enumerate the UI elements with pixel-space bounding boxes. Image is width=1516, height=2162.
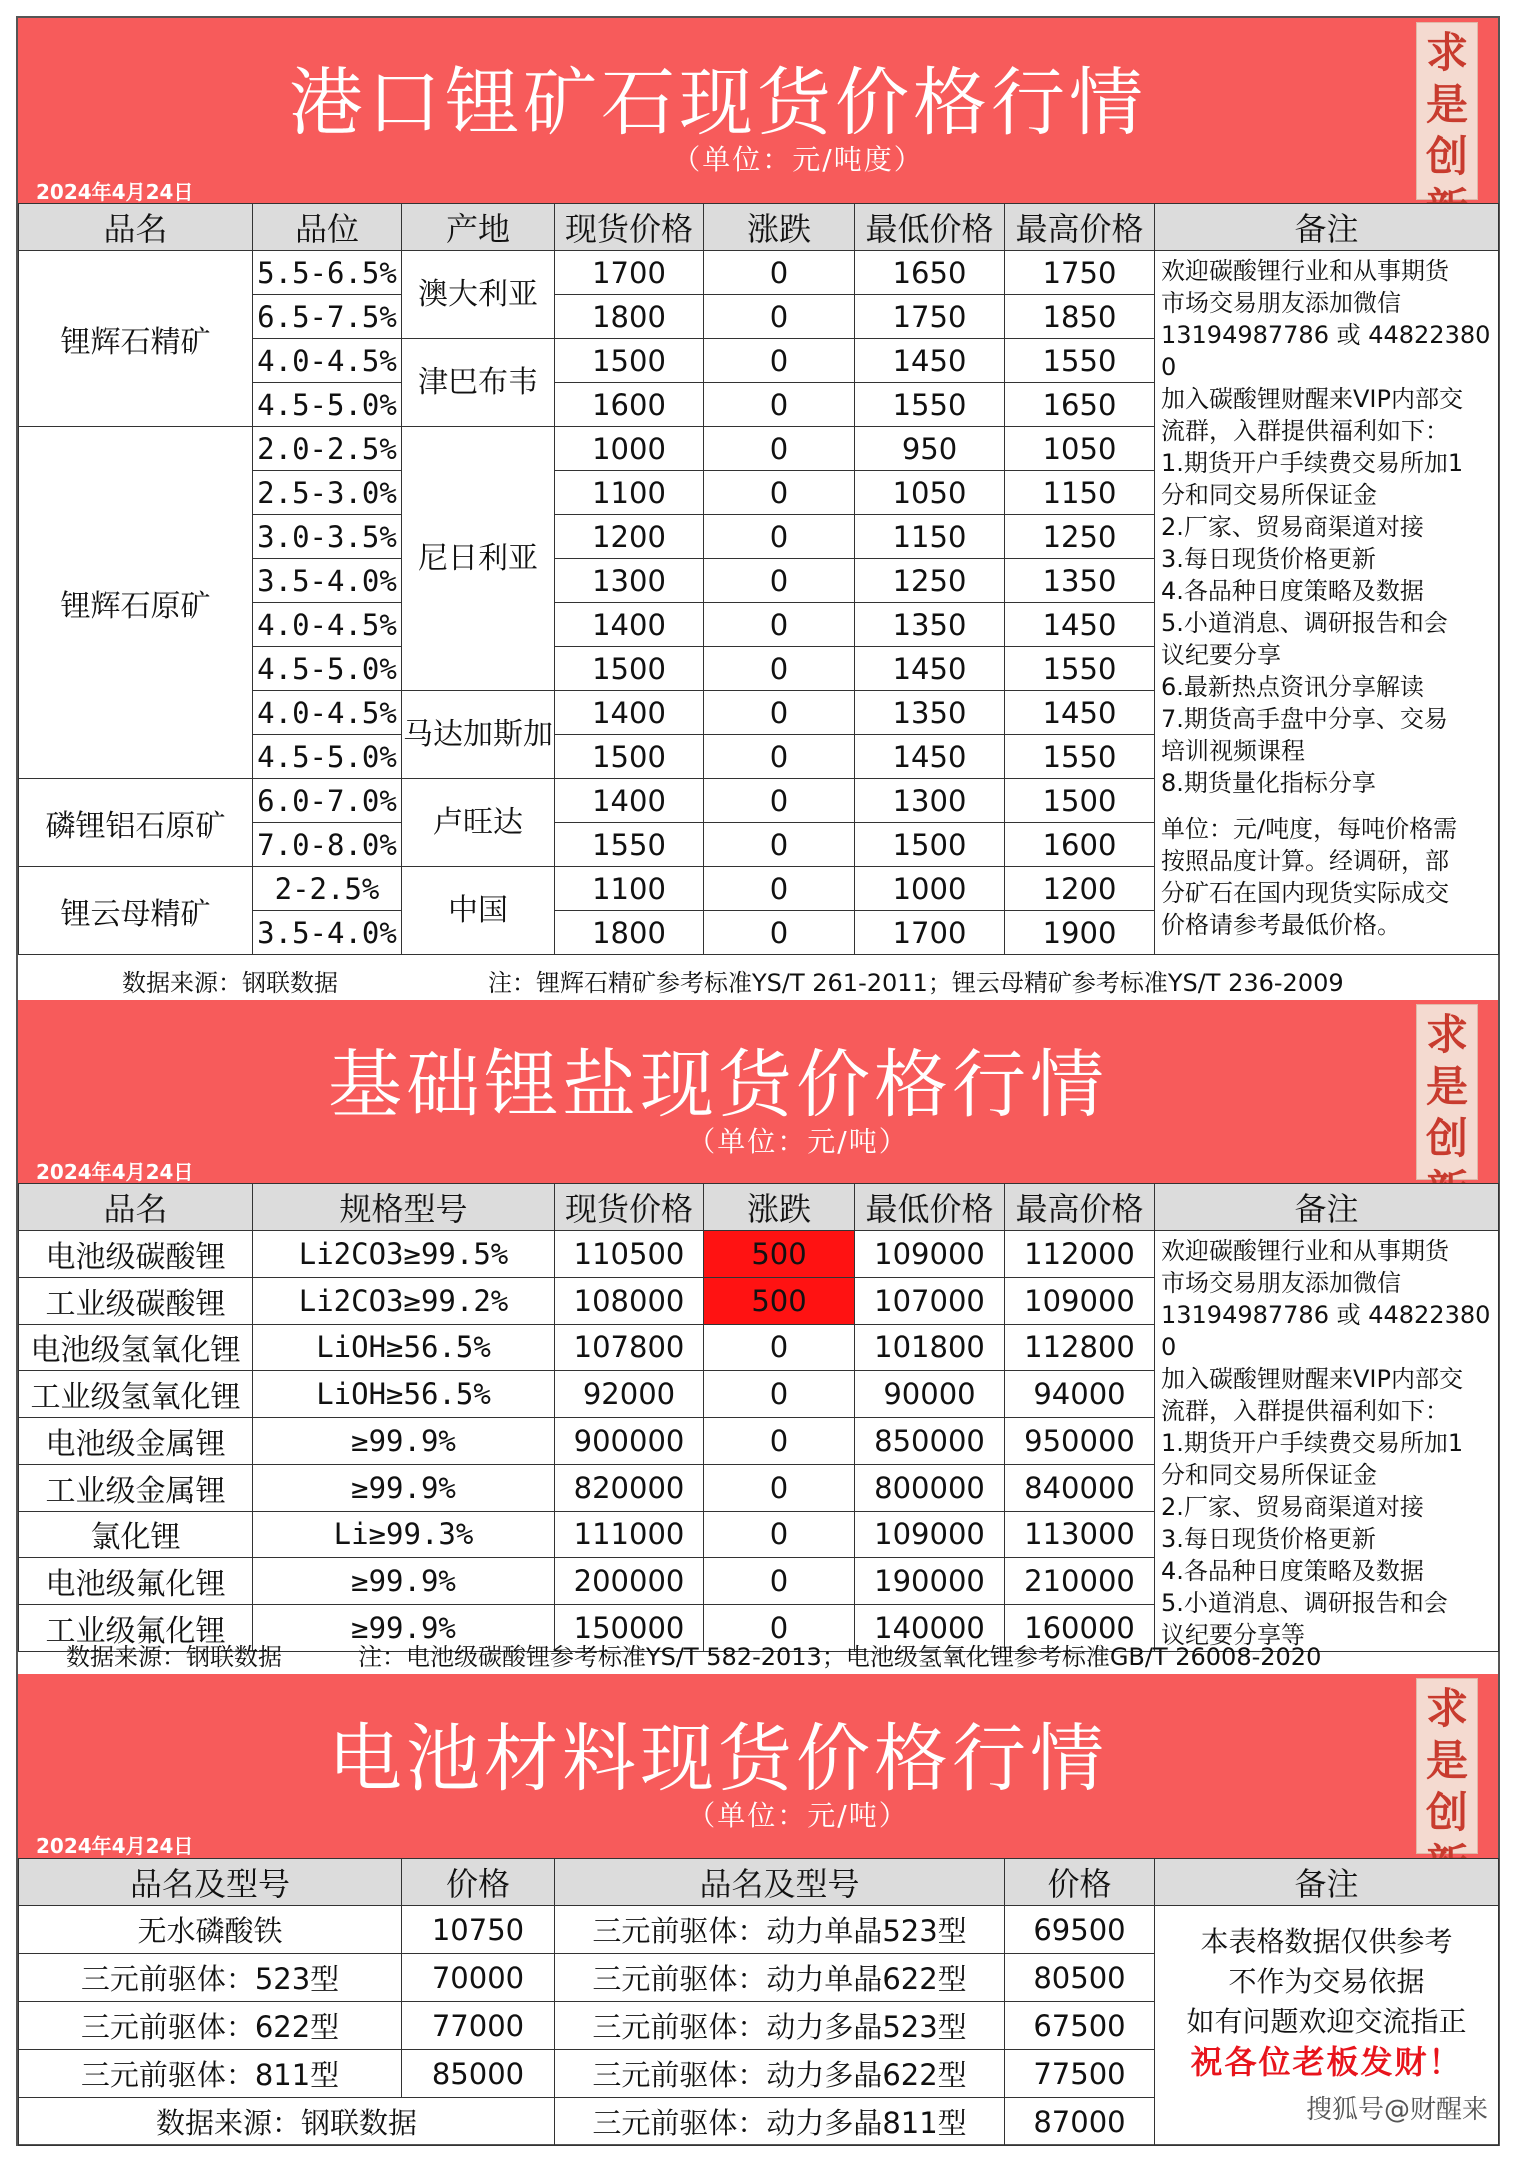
spec-cell: LiOH≥56.5% bbox=[253, 1371, 555, 1418]
remark-line: 欢迎碳酸锂行业和从事期货 bbox=[1161, 257, 1449, 285]
col-header: 最高价格 bbox=[1005, 1184, 1155, 1231]
unit-remark-line: 分矿石在国内现货实际成交 bbox=[1161, 879, 1449, 907]
spec-cell: Li≥99.3% bbox=[253, 1511, 555, 1558]
remark-line: 6.最新热点资讯分享解读 bbox=[1161, 673, 1424, 701]
high-price-cell: 1350 bbox=[1005, 559, 1155, 603]
data-source: 数据来源：钢联数据 bbox=[122, 969, 338, 997]
col-header: 价格 bbox=[1005, 1859, 1155, 1906]
change-up-cell: 500 bbox=[704, 1277, 855, 1324]
col-header: 品位 bbox=[253, 204, 402, 251]
high-price-cell: 113000 bbox=[1005, 1511, 1155, 1558]
seal-stamp: 求 是 创 bbox=[1416, 1678, 1478, 1854]
grade-cell: 3.0-3.5% bbox=[253, 515, 402, 559]
low-price-cell: 1700 bbox=[855, 911, 1005, 955]
col-header: 涨跌 bbox=[704, 204, 855, 251]
product-name: 工业级碳酸锂 bbox=[19, 1277, 253, 1324]
remark-line: 流群，入群提供福利如下： bbox=[1161, 417, 1449, 445]
remark-line: 市场交易朋友添加微信 bbox=[1161, 289, 1401, 317]
remark-line: 5.小道消息、调研报告和会 bbox=[1161, 609, 1448, 637]
unit-remark-line: 单位：元/吨度，每吨价格需 bbox=[1161, 815, 1458, 843]
high-price-cell: 1500 bbox=[1005, 779, 1155, 823]
product-name: 三元前驱体：动力单晶523型 bbox=[555, 1906, 1005, 1954]
spec-cell: ≥99.9% bbox=[253, 1558, 555, 1605]
low-price-cell: 90000 bbox=[855, 1371, 1005, 1418]
spot-price-cell: 1400 bbox=[555, 603, 704, 647]
change-cell: 0 bbox=[704, 1511, 855, 1558]
product-name: 锂辉石精矿 bbox=[19, 251, 253, 427]
ore-footer bbox=[18, 963, 1498, 997]
high-price-cell: 1450 bbox=[1005, 691, 1155, 735]
spot-price-cell: 1300 bbox=[555, 559, 704, 603]
low-price-cell: 1350 bbox=[855, 691, 1005, 735]
high-price-cell: 160000 bbox=[1005, 1605, 1155, 1652]
spot-price-cell: 1700 bbox=[555, 251, 704, 295]
grade-cell: 4.0-4.5% bbox=[253, 691, 402, 735]
change-cell: 0 bbox=[704, 515, 855, 559]
product-name: 氯化锂 bbox=[19, 1511, 253, 1558]
grade-cell: 2-2.5% bbox=[253, 867, 402, 911]
col-header: 备注 bbox=[1155, 1859, 1499, 1906]
battery-banner bbox=[18, 1674, 1498, 1858]
spot-price-cell: 110500 bbox=[555, 1231, 704, 1278]
col-header: 品名及型号 bbox=[19, 1859, 402, 1906]
seal-stamp: 求 是 创 bbox=[1416, 1004, 1478, 1180]
high-price-cell: 840000 bbox=[1005, 1464, 1155, 1511]
spot-price-cell: 1400 bbox=[555, 779, 704, 823]
spot-price-cell: 1100 bbox=[555, 867, 704, 911]
remark-line: 加入碳酸锂财醒来VIP内部交 bbox=[1161, 385, 1463, 413]
high-price-cell: 1550 bbox=[1005, 735, 1155, 779]
remark-cell bbox=[1155, 1231, 1499, 1652]
seal-stamp: 求 是 创 bbox=[1416, 22, 1478, 200]
spot-price-cell: 1800 bbox=[555, 911, 704, 955]
change-up-cell: 500 bbox=[704, 1231, 855, 1278]
table-row bbox=[19, 1231, 1499, 1278]
origin-cell: 津巴布韦 bbox=[402, 339, 555, 427]
spot-price-cell: 1200 bbox=[555, 515, 704, 559]
change-cell: 0 bbox=[704, 1605, 855, 1652]
ore-title: 港口锂矿石现货价格行情 bbox=[289, 60, 1147, 146]
product-name: 三元前驱体：动力多晶622型 bbox=[555, 2050, 1005, 2098]
high-price-cell: 210000 bbox=[1005, 1558, 1155, 1605]
high-price-cell: 1200 bbox=[1005, 867, 1155, 911]
ore-price-table bbox=[18, 203, 1499, 955]
grade-cell: 5.5-6.5% bbox=[253, 251, 402, 295]
grade-cell: 4.0-4.5% bbox=[253, 339, 402, 383]
remark-cell bbox=[1155, 1906, 1499, 2146]
spot-price-cell: 111000 bbox=[555, 1511, 704, 1558]
salt-footer bbox=[18, 1637, 1498, 1671]
high-price-cell: 1750 bbox=[1005, 251, 1155, 295]
price-cell: 10750 bbox=[402, 1906, 555, 1954]
change-cell: 0 bbox=[704, 1558, 855, 1605]
low-price-cell: 950 bbox=[855, 427, 1005, 471]
ore-unit: （单位：元/吨度） bbox=[672, 143, 924, 176]
product-name: 电池级氢氧化锂 bbox=[19, 1324, 253, 1371]
spot-price-cell: 150000 bbox=[555, 1605, 704, 1652]
remark-line: 4.各品种日度策略及数据 bbox=[1161, 1557, 1424, 1585]
grade-cell: 2.5-3.0% bbox=[253, 471, 402, 515]
change-cell: 0 bbox=[704, 1324, 855, 1371]
spot-price-cell: 1400 bbox=[555, 691, 704, 735]
spot-price-cell: 1100 bbox=[555, 471, 704, 515]
remark-line: 流群，入群提供福利如下： bbox=[1161, 1397, 1449, 1425]
grade-cell: 4.5-5.0% bbox=[253, 383, 402, 427]
low-price-cell: 1450 bbox=[855, 339, 1005, 383]
origin-cell: 澳大利亚 bbox=[402, 251, 555, 339]
high-price-cell: 109000 bbox=[1005, 1277, 1155, 1324]
col-header: 最低价格 bbox=[855, 1184, 1005, 1231]
product-name: 锂辉石原矿 bbox=[19, 427, 253, 779]
col-header: 备注 bbox=[1155, 1184, 1499, 1231]
salt-title: 基础锂盐现货价格行情 bbox=[328, 1042, 1108, 1128]
high-price-cell: 1050 bbox=[1005, 427, 1155, 471]
origin-cell: 中国 bbox=[402, 867, 555, 955]
product-name: 工业级氟化锂 bbox=[19, 1605, 253, 1652]
remark-line: 7.期货高手盘中分享、交易 bbox=[1161, 705, 1448, 733]
low-price-cell: 107000 bbox=[855, 1277, 1005, 1324]
data-source: 数据来源：钢联数据 bbox=[66, 1643, 282, 1671]
origin-cell: 卢旺达 bbox=[402, 779, 555, 867]
high-price-cell: 1450 bbox=[1005, 603, 1155, 647]
low-price-cell: 1250 bbox=[855, 559, 1005, 603]
spot-price-cell: 1500 bbox=[555, 735, 704, 779]
spot-price-cell: 900000 bbox=[555, 1418, 704, 1465]
col-header: 价格 bbox=[402, 1859, 555, 1906]
remark-line: 13194987786 或 448223800 bbox=[1161, 321, 1491, 381]
spot-price-cell: 92000 bbox=[555, 1371, 704, 1418]
remark-line: 加入碳酸锂财醒来VIP内部交 bbox=[1161, 1365, 1463, 1393]
low-price-cell: 1500 bbox=[855, 823, 1005, 867]
product-name: 电池级金属锂 bbox=[19, 1418, 253, 1465]
unit-remark-line: 价格请参考最低价格。 bbox=[1161, 911, 1401, 939]
salt-date: 2024年4月24日 bbox=[36, 1160, 194, 1184]
product-name: 工业级氢氧化锂 bbox=[19, 1371, 253, 1418]
low-price-cell: 850000 bbox=[855, 1418, 1005, 1465]
ore-date: 2024年4月24日 bbox=[36, 180, 194, 204]
col-header: 规格型号 bbox=[253, 1184, 555, 1231]
battery-title: 电池材料现货价格行情 bbox=[328, 1716, 1108, 1802]
product-name: 电池级氟化锂 bbox=[19, 1558, 253, 1605]
salt-unit: （单位：元/吨） bbox=[687, 1125, 909, 1158]
col-header: 品名及型号 bbox=[555, 1859, 1005, 1906]
price-cell: 69500 bbox=[1005, 1906, 1155, 1954]
remark-line: 2.厂家、贸易商渠道对接 bbox=[1161, 1493, 1424, 1521]
remark-line: 8.期货量化指标分享 bbox=[1161, 769, 1376, 797]
change-cell: 0 bbox=[704, 559, 855, 603]
remark-line: 1.期货开户手续费交易所加1 bbox=[1161, 1429, 1464, 1457]
remark-line: 议纪要分享等 bbox=[1161, 1621, 1305, 1649]
col-header: 涨跌 bbox=[704, 1184, 855, 1231]
change-cell: 0 bbox=[704, 427, 855, 471]
low-price-cell: 1300 bbox=[855, 779, 1005, 823]
spot-price-cell: 1800 bbox=[555, 295, 704, 339]
low-price-cell: 190000 bbox=[855, 1558, 1005, 1605]
remark-line: 不作为交易依据 bbox=[1228, 1964, 1425, 1998]
price-cell: 67500 bbox=[1005, 2002, 1155, 2050]
low-price-cell: 1650 bbox=[855, 251, 1005, 295]
high-price-cell: 1550 bbox=[1005, 339, 1155, 383]
high-price-cell: 1250 bbox=[1005, 515, 1155, 559]
col-header: 最高价格 bbox=[1005, 204, 1155, 251]
spec-cell: Li2CO3≥99.5% bbox=[253, 1231, 555, 1278]
product-name: 三元前驱体：523型 bbox=[19, 1954, 402, 2002]
high-price-cell: 1650 bbox=[1005, 383, 1155, 427]
remark-line: 3.每日现货价格更新 bbox=[1161, 1525, 1376, 1553]
high-price-cell: 1550 bbox=[1005, 647, 1155, 691]
product-name: 无水磷酸铁 bbox=[19, 1906, 402, 1954]
high-price-cell: 1150 bbox=[1005, 471, 1155, 515]
low-price-cell: 109000 bbox=[855, 1231, 1005, 1278]
spot-price-cell: 1000 bbox=[555, 427, 704, 471]
high-price-cell: 1600 bbox=[1005, 823, 1155, 867]
battery-date: 2024年4月24日 bbox=[36, 1834, 194, 1858]
change-cell: 0 bbox=[704, 911, 855, 955]
spot-price-cell: 1550 bbox=[555, 823, 704, 867]
origin-cell: 马达加斯加 bbox=[402, 691, 555, 779]
high-price-cell: 950000 bbox=[1005, 1418, 1155, 1465]
salt-banner bbox=[18, 1000, 1498, 1183]
grade-cell: 6.0-7.0% bbox=[253, 779, 402, 823]
high-price-cell: 1900 bbox=[1005, 911, 1155, 955]
grade-cell: 7.0-8.0% bbox=[253, 823, 402, 867]
data-source: 数据来源：钢联数据 bbox=[19, 2098, 555, 2146]
change-cell: 0 bbox=[704, 1464, 855, 1511]
spec-cell: LiOH≥56.5% bbox=[253, 1324, 555, 1371]
spec-cell: ≥99.9% bbox=[253, 1464, 555, 1511]
price-cell: 80500 bbox=[1005, 1954, 1155, 2002]
remark-line: 培训视频课程 bbox=[1161, 737, 1305, 765]
change-cell: 0 bbox=[704, 295, 855, 339]
spot-price-cell: 107800 bbox=[555, 1324, 704, 1371]
grade-cell: 6.5-7.5% bbox=[253, 295, 402, 339]
remark-line: 分和同交易所保证金 bbox=[1161, 481, 1377, 509]
ore-banner bbox=[18, 18, 1498, 203]
low-price-cell: 140000 bbox=[855, 1605, 1005, 1652]
product-name: 磷锂铝石原矿 bbox=[19, 779, 253, 867]
remark-line: 3.每日现货价格更新 bbox=[1161, 545, 1376, 573]
change-cell: 0 bbox=[704, 823, 855, 867]
low-price-cell: 1550 bbox=[855, 383, 1005, 427]
change-cell: 0 bbox=[704, 1418, 855, 1465]
low-price-cell: 109000 bbox=[855, 1511, 1005, 1558]
salt-price-table bbox=[18, 1183, 1499, 1652]
remark-line: 2.厂家、贸易商渠道对接 bbox=[1161, 513, 1424, 541]
change-cell: 0 bbox=[704, 251, 855, 295]
col-header: 备注 bbox=[1155, 204, 1499, 251]
low-price-cell: 800000 bbox=[855, 1464, 1005, 1511]
product-name: 三元前驱体：811型 bbox=[19, 2050, 402, 2098]
remark-line: 5.小道消息、调研报告和会 bbox=[1161, 1589, 1448, 1617]
change-cell: 0 bbox=[704, 647, 855, 691]
change-cell: 0 bbox=[704, 339, 855, 383]
spec-cell: ≥99.9% bbox=[253, 1605, 555, 1652]
low-price-cell: 1050 bbox=[855, 471, 1005, 515]
standard-note: 注：锂辉石精矿参考标准YS/T 261-2011；锂云母精矿参考标准YS/T 236-2009 bbox=[488, 969, 1344, 997]
high-price-cell: 94000 bbox=[1005, 1371, 1155, 1418]
spot-price-cell: 1600 bbox=[555, 383, 704, 427]
low-price-cell: 1150 bbox=[855, 515, 1005, 559]
price-cell: 85000 bbox=[402, 2050, 555, 2098]
grade-cell: 3.5-4.0% bbox=[253, 911, 402, 955]
blessing-text: 祝各位老板发财！ bbox=[1190, 2042, 1463, 2081]
spot-price-cell: 200000 bbox=[555, 1558, 704, 1605]
price-cell: 70000 bbox=[402, 1954, 555, 2002]
spot-price-cell: 820000 bbox=[555, 1464, 704, 1511]
low-price-cell: 101800 bbox=[855, 1324, 1005, 1371]
low-price-cell: 1000 bbox=[855, 867, 1005, 911]
col-header: 现货价格 bbox=[555, 1184, 704, 1231]
unit-remark-line: 按照品度计算。经调研，部 bbox=[1161, 847, 1449, 875]
low-price-cell: 1450 bbox=[855, 647, 1005, 691]
remark-line: 4.各品种日度策略及数据 bbox=[1161, 577, 1424, 605]
product-name: 三元前驱体：622型 bbox=[19, 2002, 402, 2050]
battery-unit: （单位：元/吨） bbox=[687, 1799, 909, 1832]
low-price-cell: 1450 bbox=[855, 735, 1005, 779]
watermark: 搜狐号@财醒来 bbox=[1305, 2094, 1488, 2125]
col-header: 现货价格 bbox=[555, 204, 704, 251]
product-name: 锂云母精矿 bbox=[19, 867, 253, 955]
price-cell: 87000 bbox=[1005, 2098, 1155, 2146]
table-row bbox=[19, 251, 1499, 295]
change-cell: 0 bbox=[704, 867, 855, 911]
price-cell: 77000 bbox=[402, 2002, 555, 2050]
remark-line: 市场交易朋友添加微信 bbox=[1161, 1269, 1401, 1297]
remark-line: 本表格数据仅供参考 bbox=[1200, 1924, 1453, 1958]
change-cell: 0 bbox=[704, 603, 855, 647]
change-cell: 0 bbox=[704, 1371, 855, 1418]
product-name: 三元前驱体：动力单晶622型 bbox=[555, 1954, 1005, 2002]
col-header: 产地 bbox=[402, 204, 555, 251]
standard-note: 注：电池级碳酸锂参考标准YS/T 582-2013；电池级氢氧化锂参考标准GB/T 26008-2020 bbox=[358, 1643, 1322, 1671]
remark-line: 分和同交易所保证金 bbox=[1161, 1461, 1377, 1489]
remark-line: 欢迎碳酸锂行业和从事期货 bbox=[1161, 1237, 1449, 1265]
remark-line: 13194987786 或 448223800 bbox=[1161, 1301, 1491, 1361]
battery-price-table bbox=[18, 1858, 1499, 2146]
spot-price-cell: 108000 bbox=[555, 1277, 704, 1324]
spot-price-cell: 1500 bbox=[555, 339, 704, 383]
change-cell: 0 bbox=[704, 691, 855, 735]
remark-cell bbox=[1155, 251, 1499, 955]
change-cell: 0 bbox=[704, 383, 855, 427]
product-name: 三元前驱体：动力多晶523型 bbox=[555, 2002, 1005, 2050]
change-cell: 0 bbox=[704, 735, 855, 779]
spec-cell: Li2CO3≥99.2% bbox=[253, 1277, 555, 1324]
low-price-cell: 1750 bbox=[855, 295, 1005, 339]
grade-cell: 4.5-5.0% bbox=[253, 735, 402, 779]
high-price-cell: 112000 bbox=[1005, 1231, 1155, 1278]
product-name: 工业级金属锂 bbox=[19, 1464, 253, 1511]
col-header: 最低价格 bbox=[855, 204, 1005, 251]
col-header: 品名 bbox=[19, 204, 253, 251]
high-price-cell: 1850 bbox=[1005, 295, 1155, 339]
grade-cell: 4.0-4.5% bbox=[253, 603, 402, 647]
remark-line: 1.期货开户手续费交易所加1 bbox=[1161, 449, 1464, 477]
origin-cell: 尼日利亚 bbox=[402, 427, 555, 691]
grade-cell: 4.5-5.0% bbox=[253, 647, 402, 691]
grade-cell: 3.5-4.0% bbox=[253, 559, 402, 603]
change-cell: 0 bbox=[704, 471, 855, 515]
remark-line: 议纪要分享 bbox=[1161, 641, 1281, 669]
product-name: 电池级碳酸锂 bbox=[19, 1231, 253, 1278]
high-price-cell: 112800 bbox=[1005, 1324, 1155, 1371]
product-name: 三元前驱体：动力多晶811型 bbox=[555, 2098, 1005, 2146]
col-header: 品名 bbox=[19, 1184, 253, 1231]
price-cell: 77500 bbox=[1005, 2050, 1155, 2098]
grade-cell: 2.0-2.5% bbox=[253, 427, 402, 471]
spec-cell: ≥99.9% bbox=[253, 1418, 555, 1465]
spot-price-cell: 1500 bbox=[555, 647, 704, 691]
low-price-cell: 1350 bbox=[855, 603, 1005, 647]
table-row bbox=[19, 1906, 1499, 1954]
remark-line: 如有问题欢迎交流指正 bbox=[1186, 2004, 1467, 2038]
change-cell: 0 bbox=[704, 779, 855, 823]
